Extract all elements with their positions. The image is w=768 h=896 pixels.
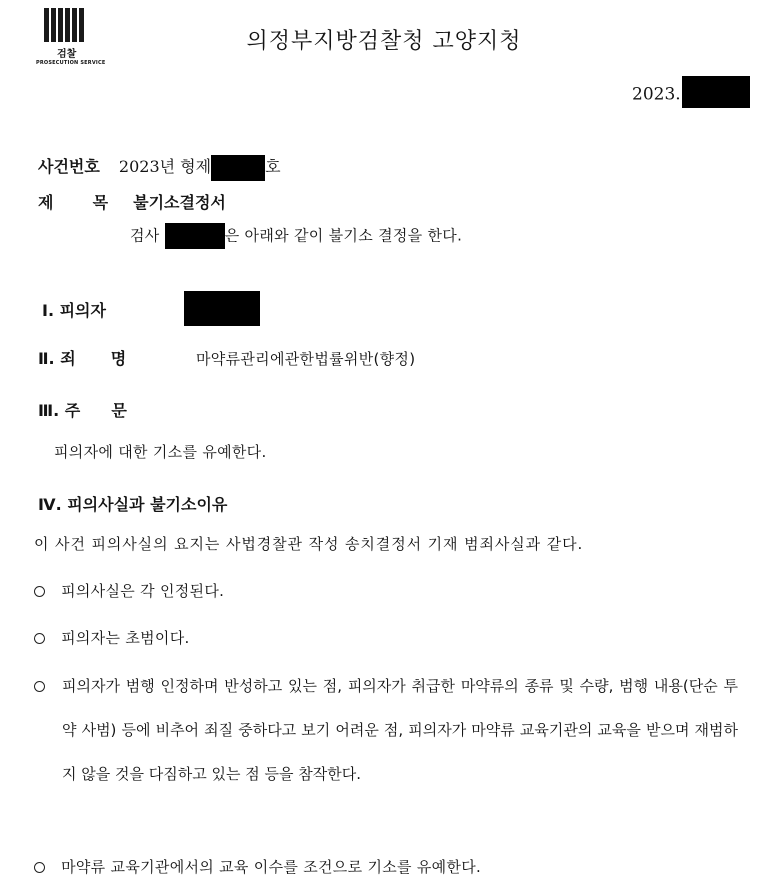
redaction-bar bbox=[211, 155, 265, 181]
bullet-2 bbox=[34, 627, 190, 648]
bullet-2-text: 피의자는 초범이다. bbox=[61, 629, 190, 647]
section-3-heading bbox=[38, 398, 127, 421]
section-2-value: 마약류관리에관한법률위반(향정) bbox=[196, 350, 416, 368]
bullet-3-text: 피의자가 범행 인정하며 반성하고 있는 점, 피의자가 취급한 마약류의 종류 및 수량, 범행 내용(단순 투약 사범) 등에 비추어 죄질 중하다고 보기 어려운 점, 피의자가 마약류 교육기관의 교육을 받으며 재범하지 않을 것을 다짐하고 있는 점 등을 참작한다. bbox=[62, 677, 738, 783]
case-number-prefix: 2023년 형제 bbox=[118, 157, 212, 176]
summary-paragraph: 이 사건 피의사실의 요지는 사법경찰관 작성 송치결정서 기재 범죄사실과 같다. bbox=[34, 535, 584, 553]
bullet-4 bbox=[34, 856, 481, 877]
section-3-body: 피의자에 대한 기소를 유예한다. bbox=[54, 443, 267, 461]
section-3-title-word: 문 bbox=[111, 401, 127, 420]
section-1-title: Ⅰ. 피의자 bbox=[42, 301, 106, 320]
intro-prefix: 검사 bbox=[130, 226, 160, 245]
section-2-title-word: 명 bbox=[110, 349, 127, 368]
logo-text: 검찰 bbox=[57, 49, 77, 60]
redaction-bar bbox=[165, 223, 225, 249]
circle-bullet-icon bbox=[34, 862, 45, 873]
intro-suffix: 은 아래와 같이 불기소 결정을 한다. bbox=[224, 226, 463, 245]
document-date bbox=[632, 82, 750, 108]
case-number-label: 사건번호 bbox=[38, 157, 100, 176]
redaction-bar bbox=[682, 76, 750, 108]
intro-line bbox=[130, 223, 462, 249]
subject-label-1: 제 bbox=[38, 193, 54, 212]
section-1-heading bbox=[42, 298, 106, 321]
subject-row bbox=[38, 190, 226, 213]
section-2-heading bbox=[38, 346, 126, 369]
bullet-4-text: 마약류 교육기관에서의 교육 이수를 조건으로 기소를 유예한다. bbox=[61, 858, 482, 876]
bullet-1-text: 피의사실은 각 인정된다. bbox=[61, 582, 225, 600]
date-prefix: 2023. bbox=[632, 84, 681, 105]
case-number-row bbox=[38, 154, 281, 181]
section-3-title: Ⅲ. 주 bbox=[38, 401, 81, 420]
circle-bullet-icon bbox=[34, 633, 45, 644]
office-title: 의정부지방검찰청 고양지청 bbox=[246, 29, 522, 54]
subject-value: 불기소결정서 bbox=[133, 193, 226, 212]
logo-subtext: PROSECUTION SERVICE bbox=[36, 60, 106, 66]
circle-bullet-icon bbox=[34, 586, 45, 597]
circle-bullet-icon bbox=[34, 681, 45, 692]
section-4-heading: Ⅳ. 피의사실과 불기소이유 bbox=[38, 495, 228, 514]
bullet-1 bbox=[34, 580, 224, 601]
subject-label-2: 목 bbox=[92, 193, 109, 212]
redaction-bar bbox=[184, 291, 260, 326]
section-2-title: Ⅱ. 죄 bbox=[38, 349, 76, 368]
case-number-suffix: 호 bbox=[265, 157, 281, 176]
